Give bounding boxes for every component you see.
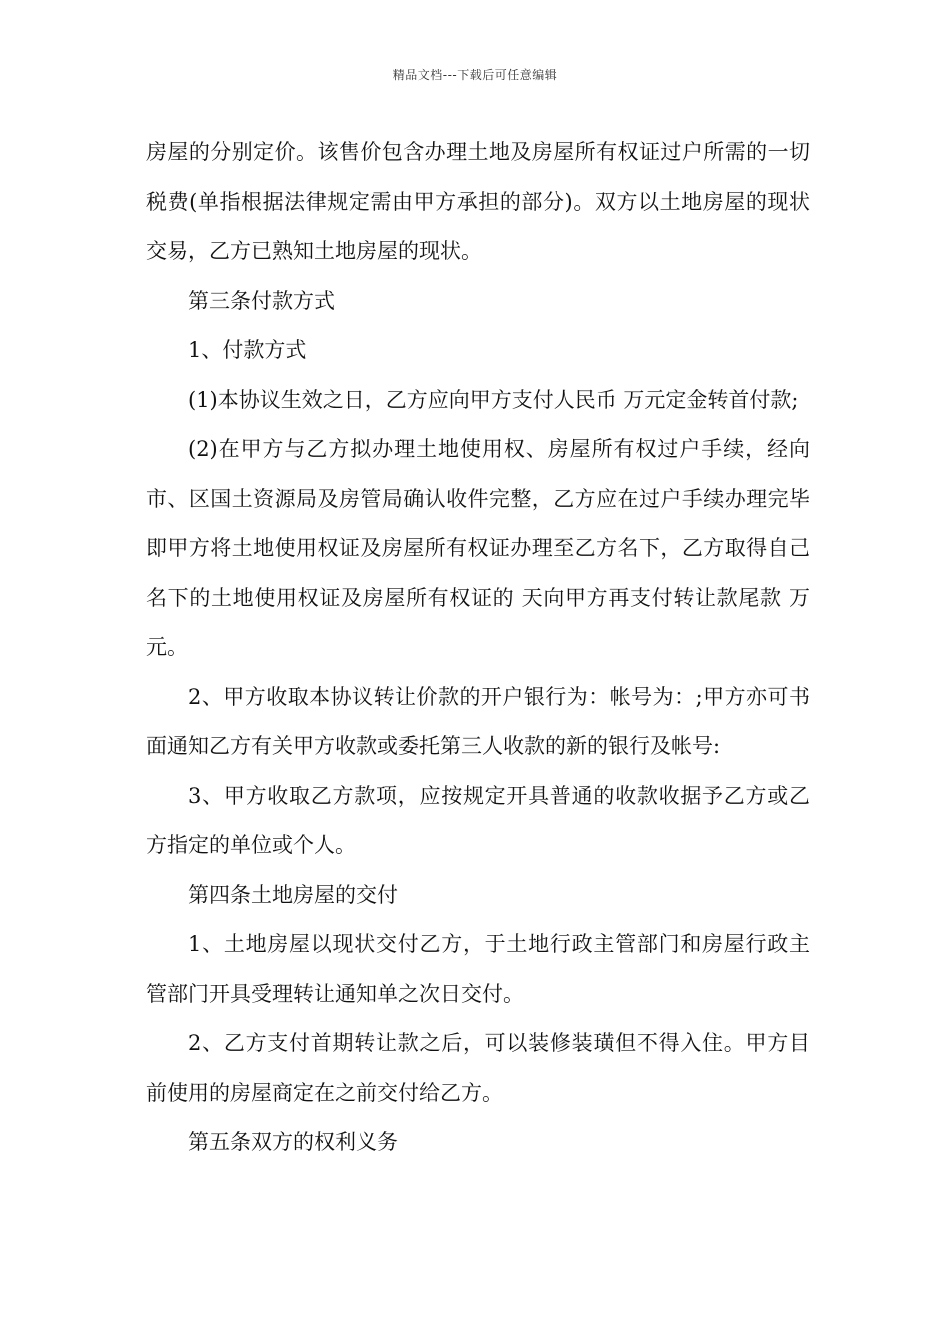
heading-article-4: 第四条土地房屋的交付	[188, 882, 398, 907]
clause-delivery-1: 1、土地房屋以现状交付乙方，于土地行政主管部门和房屋行政主管部门开具受理转让通知单之次日交付。	[146, 932, 810, 1006]
clause-bank-account: 2、甲方收取本协议转让价款的开户银行为：帐号为：;甲方亦可书面通知乙方有关甲方收款或委托第三人收款的新的银行及帐号:	[146, 684, 810, 758]
clause-payment-method: 1、付款方式	[188, 338, 307, 362]
clause-delivery-2: 2、乙方支付首期转让款之后，可以装修装璜但不得入住。甲方目前使用的房屋商定在之前交付给乙方。	[146, 1031, 810, 1105]
page-header: 精品文档---下载后可任意编辑	[392, 68, 558, 82]
heading-article-3: 第三条付款方式	[188, 288, 335, 313]
paragraph-price-terms: 房屋的分别定价。该售价包含办理土地及房屋所有权证过户所需的一切税费(单指根据法律规定需由甲方承担的部分)。双方以土地房屋的现状交易，乙方已熟知土地房屋的现状。	[146, 140, 810, 263]
heading-article-5: 第五条双方的权利义务	[188, 1130, 398, 1154]
clause-payment-1: (1)本协议生效之日，乙方应向甲方支付人民币 万元定金转首付款;	[188, 387, 799, 412]
clause-receipt: 3、甲方收取乙方款项，应按规定开具普通的收款收据予乙方或乙方指定的单位或个人。	[146, 783, 810, 857]
document-body	[146, 128, 810, 1168]
clause-payment-2: (2)在甲方与乙方拟办理土地使用权、房屋所有权过户手续，经向市、区国土资源局及房管局确认收件完整，乙方应在过户手续办理完毕即甲方将土地使用权证及房屋所有权证办理至乙方名下，乙方取得自己名下的土地使用权证及房屋所有权证的 天向甲方再支付转让款尾款 万元。	[146, 437, 810, 659]
